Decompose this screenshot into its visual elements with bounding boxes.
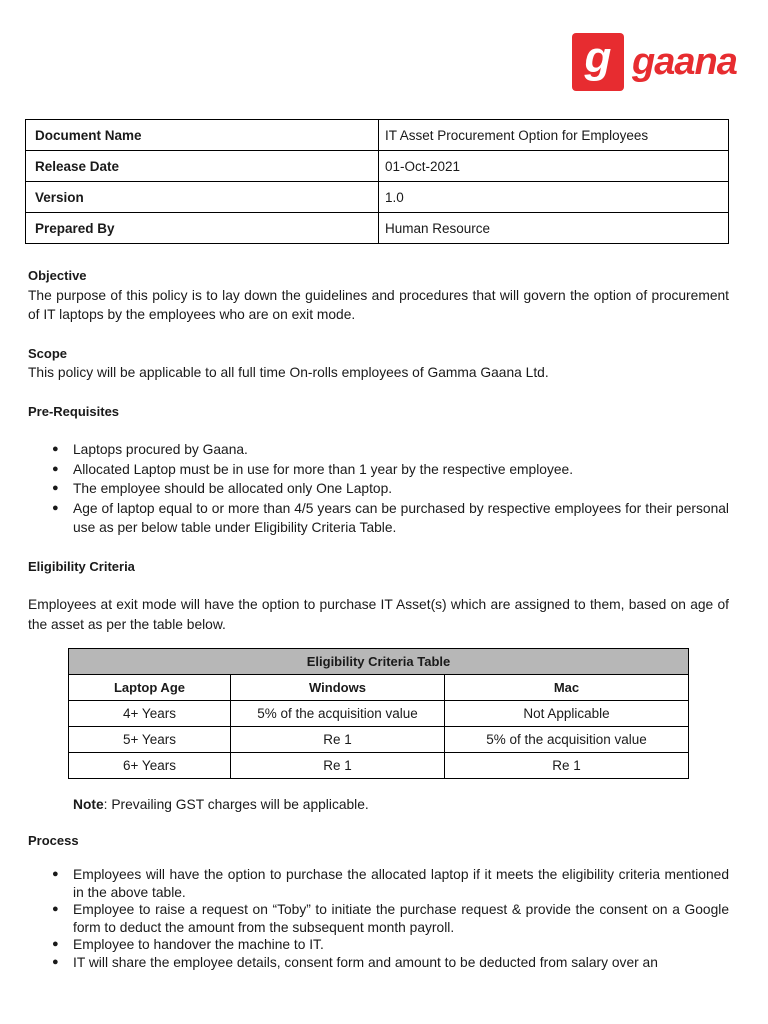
table-row [69,727,689,753]
prerequisites-list [28,440,729,538]
note-label: Note [73,797,104,812]
prerequisites-heading: Pre-Requisites [28,403,120,419]
note-text: : Prevailing GST charges will be applicable. [103,797,369,812]
table-cell: Re 1 [231,727,445,753]
list-item: ● Age of laptop equal to or more than 4/5 years can be purchased by respective employees for their personal use as per below table under Eligibility Criteria Table. [28,499,729,538]
scope-text: This policy will be applicable to all full time On-rolls employees of Gamma Gaana Ltd. [28,365,549,380]
gst-note [28,795,729,815]
table-cell: Not Applicable [445,701,689,727]
list-item: ● Laptops procured by Gaana. [28,440,729,460]
process-heading: Process [28,832,79,848]
table-row [69,753,689,779]
release-date-value: 01-Oct-2021 [379,151,729,182]
list-item: ● IT will share the employee details, consent form and amount to be deducted from salary over an [28,954,729,972]
table-row [26,151,729,182]
list-item: ● Employees will have the option to purchase the allocated laptop if it meets the eligibility criteria mentioned in the above table. [28,866,729,901]
objective-heading: Objective [28,268,87,283]
gaana-logo-wordmark: gaana [632,40,737,83]
column-header: Windows [231,675,445,701]
prepared-by-label: Prepared By [26,213,379,244]
document-body [28,266,729,971]
process-list [28,866,729,971]
table-cell: Re 1 [445,753,689,779]
table-cell: Re 1 [231,753,445,779]
list-item: ● Employee to raise a request on “Toby” to initiate the purchase request & provide the consent on a Google form to deduct the amount from the subsequent month payroll. [28,901,729,936]
list-item: ● Employee to handover the machine to IT. [28,936,729,954]
list-item: ● The employee should be allocated only One Laptop. [28,479,729,499]
table-cell: 4+ Years [69,701,231,727]
eligibility-heading: Eligibility Criteria [28,558,135,574]
doc-name-value: IT Asset Procurement Option for Employees [379,120,729,151]
version-label: Version [26,182,379,213]
eligibility-text: Employees at exit mode will have the option to purchase IT Asset(s) which are assigned to them, based on age of the asset as per the table below. [28,597,729,632]
column-header: Laptop Age [69,675,231,701]
table-cell: 6+ Years [69,753,231,779]
table-row [26,213,729,244]
table-cell: 5% of the acquisition value [231,701,445,727]
document-info-table [25,119,729,244]
scope-heading: Scope [28,345,68,361]
table-row [26,182,729,213]
table-caption-row [69,649,689,675]
doc-name-label: Document Name [26,120,379,151]
logo-glyph: g [584,33,612,82]
column-header: Mac [445,675,689,701]
list-item: ● Allocated Laptop must be in use for more than 1 year by the respective employee. [28,460,729,480]
gaana-logo [572,33,737,91]
release-date-label: Release Date [26,151,379,182]
version-value: 1.0 [379,182,729,213]
table-caption: Eligibility Criteria Table [69,649,689,675]
table-row [26,120,729,151]
table-row [69,701,689,727]
table-cell: 5% of the acquisition value [445,727,689,753]
prepared-by-value: Human Resource [379,213,729,244]
gaana-logo-mark [572,33,624,91]
eligibility-criteria-table [68,648,689,779]
table-cell: 5+ Years [69,727,231,753]
table-header-row [69,675,689,701]
objective-text: The purpose of this policy is to lay down the guidelines and procedures that will govern the option of procurement of IT laptops by the employees who are on exit mode. [28,287,729,322]
